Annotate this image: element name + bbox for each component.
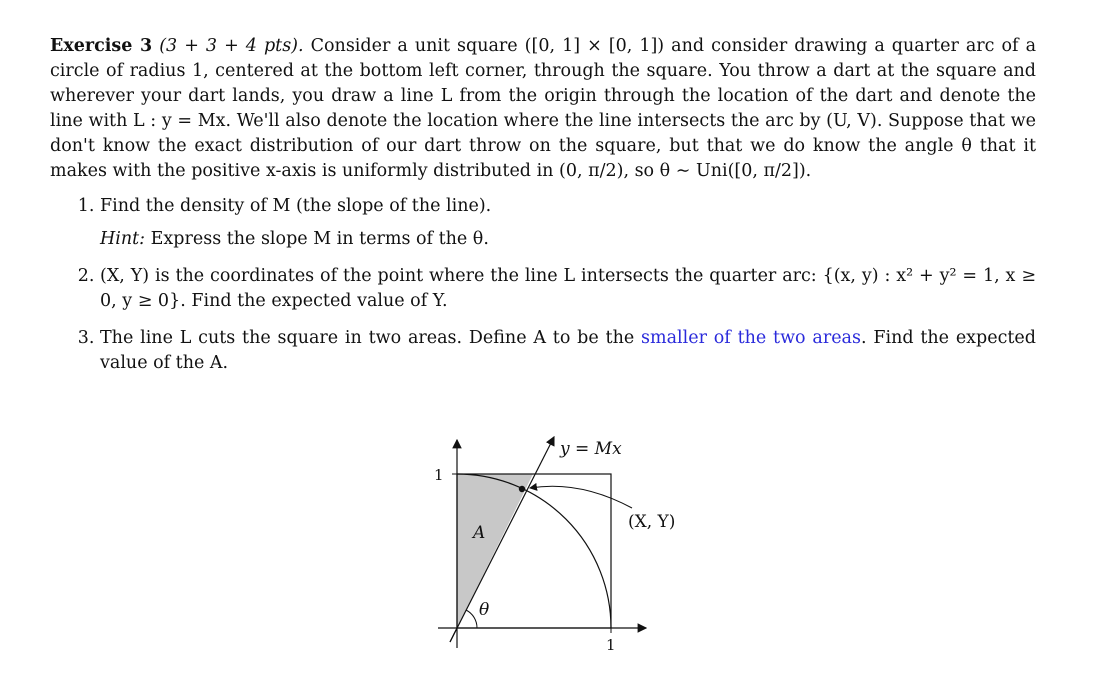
exercise-title: Exercise 3 bbox=[50, 36, 153, 56]
hint-label: Hint: bbox=[100, 229, 146, 249]
tick-label-y: 1 bbox=[434, 466, 444, 484]
theta-label: θ bbox=[479, 600, 490, 620]
question-3-text-after: . Find the expected value of the A. bbox=[100, 328, 1036, 373]
point-label: (X, Y) bbox=[628, 512, 676, 532]
exercise-points: (3 + 3 + 4 pts). bbox=[159, 36, 304, 56]
point-pointer-arrow bbox=[530, 486, 632, 508]
exercise-statement bbox=[50, 34, 1036, 184]
question-1-text: Find the density of M (the slope of the line). bbox=[100, 196, 492, 216]
exercise-page bbox=[50, 34, 1036, 388]
question-3 bbox=[100, 326, 1036, 376]
question-1 bbox=[100, 194, 1036, 252]
question-1-hint bbox=[100, 227, 1036, 252]
question-list bbox=[50, 194, 1036, 376]
line-y-mx-tail bbox=[450, 628, 457, 642]
area-label: A bbox=[473, 523, 486, 543]
question-2-text: (X, Y) is the coordinates of the point where the line L intersects the quarter arc: {(x, y) : x² + y² = 1, x ≥ 0, y ≥ 0}. Find the expected value of Y. bbox=[100, 266, 1036, 311]
hint-text: Express the slope M in terms of the θ. bbox=[150, 229, 489, 249]
theta-arc bbox=[466, 610, 477, 628]
line-label: y = Mx bbox=[560, 439, 622, 459]
question-3-highlight: smaller of the two areas bbox=[641, 328, 861, 348]
figure-svg bbox=[420, 430, 720, 670]
tick-label-x: 1 bbox=[606, 636, 616, 654]
exercise-text: Consider a unit square ([0, 1] × [0, 1]) and consider drawing a quarter arc of a circle of radius 1, centered at the bottom left corner, through the square. You throw a dart at the square and wherever your dart lands, you draw a line L from the origin through the location of the dart and denote the line with L : y = Mx. We'll also denote the location where the line intersects the arc by (U, V). Suppose that we don't know the exact distribution of our dart throw on the square, but that we do know the angle θ that it makes with the positive x-axis is uniformly distributed in (0, π/2), so θ ∼ Uni([0, π/2]). bbox=[50, 36, 1036, 181]
question-2 bbox=[100, 264, 1036, 314]
question-3-text-before: The line L cuts the square in two areas. Define A to be the bbox=[100, 328, 635, 348]
intersection-point bbox=[519, 486, 525, 492]
quarter-arc-figure bbox=[420, 430, 720, 670]
